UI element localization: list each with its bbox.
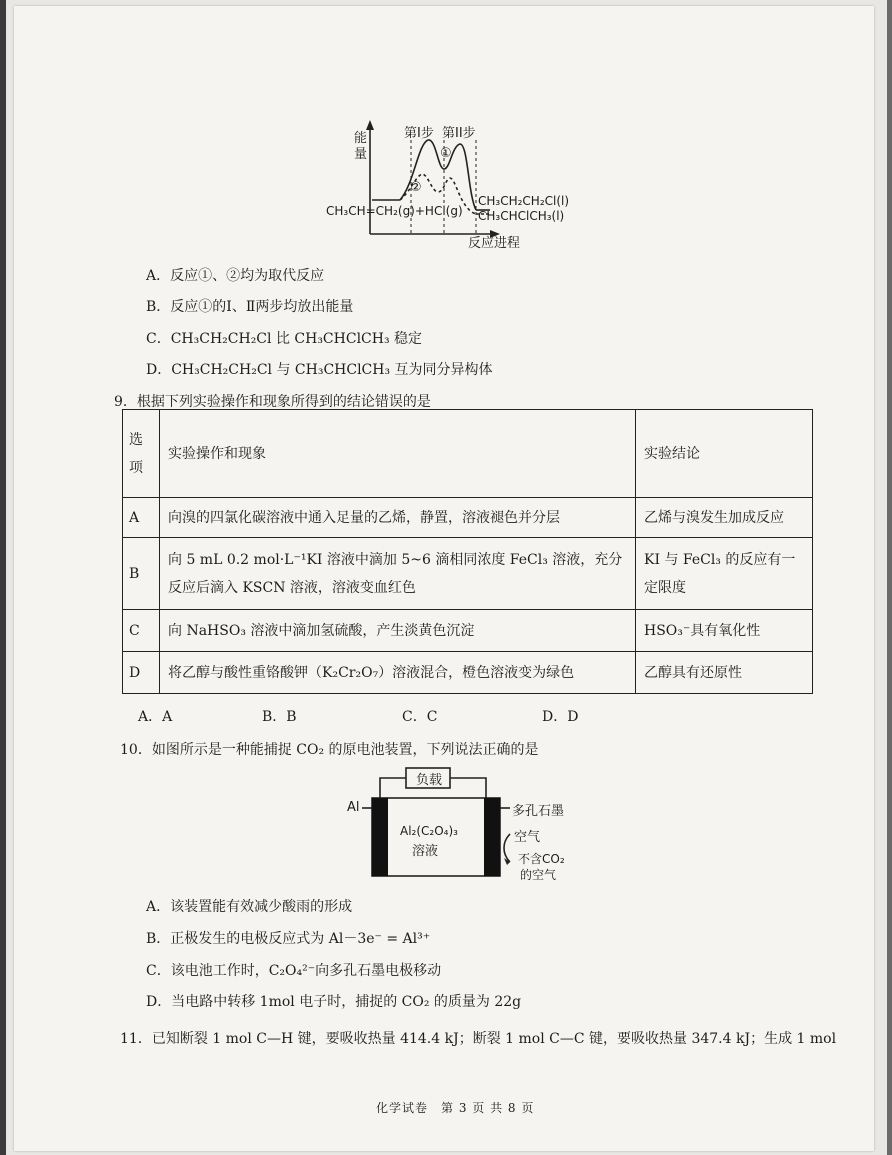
energy-axis-arrow bbox=[366, 120, 374, 130]
al-label: Al bbox=[347, 800, 360, 815]
q8-option-d: D．CH₃CH₂CH₂Cl 与 CH₃CHClCH₃ 互为同分异构体 bbox=[146, 362, 493, 378]
row-b-operation: 向 5 mL 0.2 mol·L⁻¹KI 溶液中滴加 5~6 滴相同浓度 FeCl₃ 溶液，充分反应后滴入 KSCN 溶液，溶液变血红色 bbox=[160, 538, 636, 610]
air-out-label-2: 的空气 bbox=[520, 868, 557, 882]
header-operation: 实验操作和现象 bbox=[160, 410, 636, 498]
row-c-conclusion: HSO₃⁻具有氧化性 bbox=[636, 610, 813, 652]
q11-stem: 11．已知断裂 1 mol C—H 键，要吸收热量 414.4 kJ；断裂 1 mol C—C 键，要吸收热量 347.4 kJ；生成 1 mol bbox=[120, 1031, 837, 1047]
row-d-operation: 将乙醇与酸性重铬酸钾（K₂Cr₂O₇）溶液混合，橙色溶液变为绿色 bbox=[160, 652, 636, 694]
header-conclusion: 实验结论 bbox=[636, 410, 813, 498]
right-wire bbox=[450, 778, 486, 798]
left-wire bbox=[380, 778, 406, 798]
graphite-electrode bbox=[484, 798, 500, 876]
air-label: 空气 bbox=[514, 830, 541, 845]
path-1-marker: ① bbox=[440, 146, 452, 161]
table-row bbox=[123, 538, 813, 610]
product2-label: CH₃CHClCH₃(l) bbox=[478, 209, 565, 223]
exam-page bbox=[14, 6, 874, 1151]
graphite-label: 多孔石墨 bbox=[512, 804, 565, 819]
product1-label: CH₃CH₂CH₂Cl(l) bbox=[478, 194, 570, 208]
table-header-row bbox=[123, 410, 813, 498]
air-out-label-1: 不含CO₂ bbox=[518, 852, 565, 866]
q9-answer-row bbox=[138, 708, 658, 726]
table-row bbox=[123, 610, 813, 652]
row-a-operation: 向溴的四氯化碳溶液中通入足量的乙烯，静置，溶液褪色并分层 bbox=[160, 498, 636, 538]
q9-table bbox=[122, 409, 813, 694]
header-option: 选项 bbox=[123, 410, 160, 498]
energy-axis-label: 能量 bbox=[354, 131, 368, 162]
row-a-option: A bbox=[123, 498, 160, 538]
q8-option-a: A．反应①、②均为取代反应 bbox=[146, 268, 325, 284]
row-c-operation: 向 NaHSO₃ 溶液中滴加氢硫酸，产生淡黄色沉淀 bbox=[160, 610, 636, 652]
table-row bbox=[123, 498, 813, 538]
load-label: 负载 bbox=[416, 773, 443, 788]
q10-option-a: A．该装置能有效减少酸雨的形成 bbox=[146, 899, 353, 915]
q10-option-b: B．正极发生的电极反应式为 Al－3e⁻ = Al³⁺ bbox=[146, 931, 431, 947]
step2-label: 第II步 bbox=[442, 126, 476, 141]
row-c-option: C bbox=[123, 610, 160, 652]
reactant-label: CH₃CH=CH₂(g)+HCl(g) bbox=[326, 204, 463, 218]
table-row bbox=[123, 652, 813, 694]
al-electrode bbox=[372, 798, 388, 876]
q8-option-c: C．CH₃CH₂CH₂Cl 比 CH₃CHClCH₃ 稳定 bbox=[146, 331, 423, 347]
row-b-conclusion: KI 与 FeCl₃ 的反应有一定限度 bbox=[636, 538, 813, 610]
electrolyte-formula: Al₂(C₂O₄)₃ bbox=[400, 824, 458, 838]
q10-stem: 10．如图所示是一种能捕捉 CO₂ 的原电池装置，下列说法正确的是 bbox=[120, 742, 539, 758]
page-footer: 化学试卷 第 3 页 共 8 页 bbox=[376, 1101, 535, 1115]
row-d-option: D bbox=[123, 652, 160, 694]
progress-axis-label: 反应进程 bbox=[468, 236, 521, 251]
path-1-curve bbox=[400, 140, 476, 210]
q9-answer-a: A．A bbox=[138, 709, 173, 725]
q9-stem: 9．根据下列实验操作和现象所得到的结论错误的是 bbox=[114, 394, 431, 410]
path-2-marker: ② bbox=[410, 180, 422, 195]
scan-right-edge bbox=[887, 0, 892, 1155]
q9-answer-c: C．C bbox=[402, 709, 438, 725]
q10-option-d: D．当电路中转移 1mol 电子时，捕捉的 CO₂ 的质量为 22g bbox=[146, 994, 522, 1010]
step1-label: 第I步 bbox=[404, 126, 434, 141]
air-flow-arrow bbox=[504, 834, 510, 862]
q9-answer-d: D．D bbox=[542, 709, 579, 725]
q9-answer-b: B．B bbox=[262, 709, 297, 725]
row-d-conclusion: 乙醇具有还原性 bbox=[636, 652, 813, 694]
row-a-conclusion: 乙烯与溴发生加成反应 bbox=[636, 498, 813, 538]
q10-option-c: C．该电池工作时，C₂O₄²⁻向多孔石墨电极移动 bbox=[146, 963, 442, 979]
electrolyte-label: 溶液 bbox=[412, 844, 439, 859]
row-b-option: B bbox=[123, 538, 160, 610]
q8-option-b: B．反应①的Ⅰ、Ⅱ两步均放出能量 bbox=[146, 299, 354, 315]
scan-left-edge bbox=[0, 0, 6, 1155]
